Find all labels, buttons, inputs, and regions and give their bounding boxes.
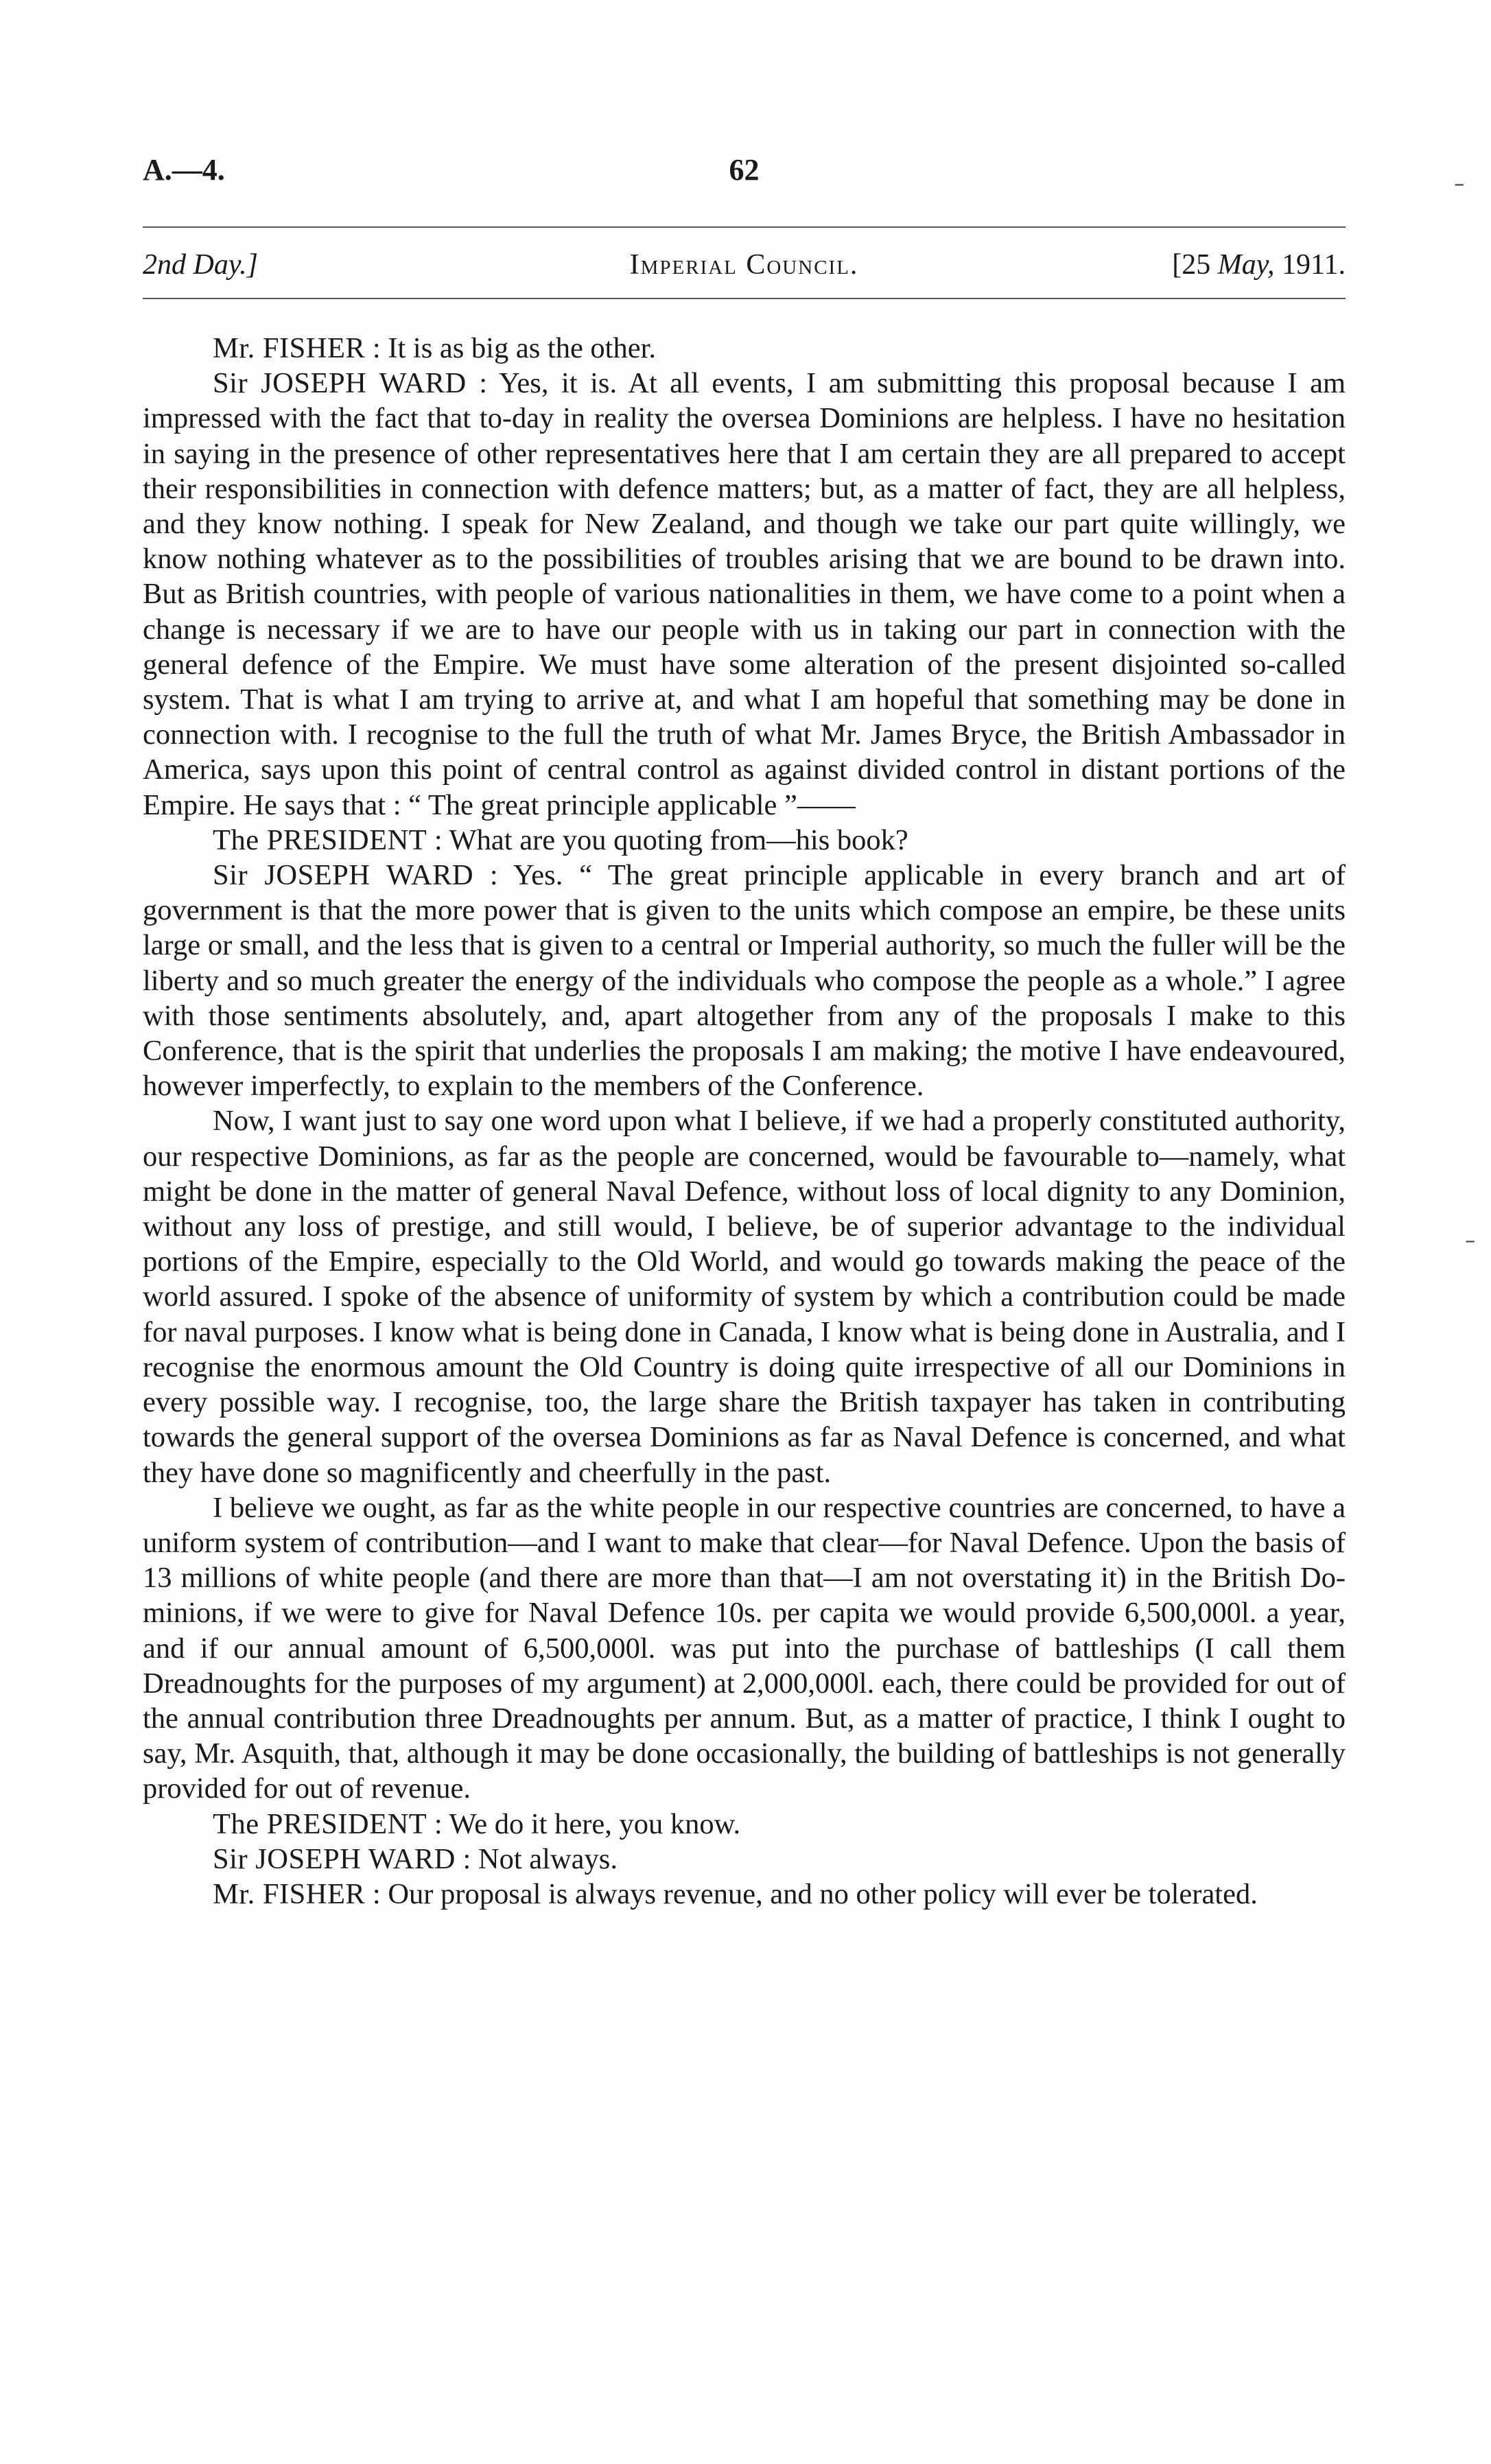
paragraph bbox=[143, 366, 1346, 823]
margin-mark: ˗ bbox=[1455, 165, 1464, 196]
speech-text: : Yes. “ The great principle applicable in every branch and art of government is that the more power that is given to the units which compose an empire, be these units large or small, and the less that is given to a central or Imperial authority, so much the fuller will be the liberty and so much greater the energy of the individuals who compose the people as a whole.” I agree with those sentiments absolutely, and, apart altogether from any of the proposals I make to this Conference, that is the spirit that underlies the proposals I am making; the motive I have endeavoured, however imperfectly, to explain to the members of the Conference. bbox=[143, 859, 1346, 1103]
paragraph bbox=[143, 1807, 1346, 1842]
header-rule-bottom bbox=[143, 298, 1346, 299]
speaker-name: Sir JOSEPH WARD bbox=[213, 367, 467, 400]
header-rule-top bbox=[143, 226, 1346, 228]
speech-text: : Yes, it is. At all events, I am submitting this proposal because I am impressed with the fact that to-day in reality the oversea Dominions are helpless. I have no hesitation in saying in the presence of other representatives here that I am certain they are all prepared to accept their responsibilities in connection with defence matters; but, as a matter of fact, they are all helpless, and they know nothing. I speak for New Zealand, and though we take our part quite willingly, we know nothing whatever as to the possibilities of troubles arising that we are bound to be drawn into. But as British countries, with people of various nationalities in them, we have come to a point when a change is necessary if we are to have our people with us in taking our part in connection with the general defence of the Empire. We must have some alteration of the present disjointed so-called system. That is what I am trying to arrive at, and what I am hopeful that something may be done in connection with. I recognise to the full the truth of what Mr. James Bryce, the British Ambassador in America, says upon this point of central control as against divided control in distant portions of the Empire. He says that : “ The great principle applicable ”—— bbox=[143, 367, 1346, 821]
speech-text: : Our proposal is always revenue, and no other policy will ever be tolerated. bbox=[365, 1877, 1258, 1910]
speech-text: : We do it here, you know. bbox=[427, 1807, 741, 1840]
paragraph bbox=[143, 1103, 1346, 1490]
document-reference: A.—4. bbox=[143, 153, 225, 187]
speaker-name: The PRESIDENT bbox=[213, 823, 427, 856]
margin-mark: ˗ bbox=[1466, 1222, 1475, 1253]
speech-text: : What are you quoting from—his book? bbox=[427, 823, 908, 856]
paragraph bbox=[143, 331, 1346, 366]
speaker-name: The PRESIDENT bbox=[213, 1807, 427, 1840]
speech-text: : It is as big as the other. bbox=[365, 332, 657, 364]
page-number: 62 bbox=[729, 153, 760, 187]
sitting-day: 2nd Day.] bbox=[143, 249, 258, 281]
paragraph bbox=[143, 1842, 1346, 1877]
speaker-name: Mr. FISHER bbox=[213, 332, 366, 364]
paragraph bbox=[143, 1877, 1346, 1912]
section-title: Imperial Council. bbox=[629, 249, 859, 281]
running-header bbox=[143, 152, 1346, 193]
speech-text: Now, I want just to say one word upon what I believe, if we had a properly constituted authority, our respective Dominions, as far as the people are concerned, would be favourable to—namely, what might be done in the matter of general Naval Defence, without loss of local dignity to any Dominion, without any loss of prestige, and still would, I believe, be of superior advantage to the individual portions of the Empire, especially to the Old World, and would go towards making the peace of the world assured. I spoke of the absence of uniformity of system by which a contribution could be made for naval purposes. I know what is being done in Canada, I know what is being done in Australia, and I recognise the enormous amount the Old Country is doing quite irrespective of all our Dominions in every possible way. I recognise, too, the large share the British taxpayer has taken in contributing towards the general support of the oversea Dominions as far as Naval Defence is concerned, and what they have done so magnificently and cheerfully in the past. bbox=[143, 1105, 1346, 1489]
sitting-date: [25 May, 1911. bbox=[1172, 249, 1346, 281]
paragraph bbox=[143, 858, 1346, 1103]
speaker-name: Sir JOSEPH WARD bbox=[213, 859, 474, 892]
speech-text: I believe we ought, as far as the white people in our respective countries are concerned, to have a uniform system of contribution—and I want to make that clear—for Naval Defence. Upon the basis of 13 millions of white people (and there are more than that—I am not overstating it) in the British Dominions, if we were to give for Naval Defence 10s. per capita we would provide 6,500,000l. a year, and if our annual amount of 6,500,000l. was put into the purchase of battleships (I call them Dreadnoughts for the purposes of my argument) at 2,000,000l. each, there could be provided for out of the annual contribution three Dreadnoughts per annum. But, as a matter of practice, I think I ought to say, Mr. Asquith, that, although it may be done occasionally, the building of battleships is not generally provided for out of revenue. bbox=[143, 1491, 1346, 1805]
proceedings-text bbox=[143, 331, 1346, 1912]
paragraph bbox=[143, 1490, 1346, 1807]
speaker-name: Sir JOSEPH WARD bbox=[213, 1842, 456, 1875]
speaker-name: Mr. FISHER bbox=[213, 1877, 366, 1910]
section-header bbox=[143, 248, 1346, 290]
paragraph bbox=[143, 823, 1346, 858]
speech-text: : Not always. bbox=[455, 1842, 618, 1875]
